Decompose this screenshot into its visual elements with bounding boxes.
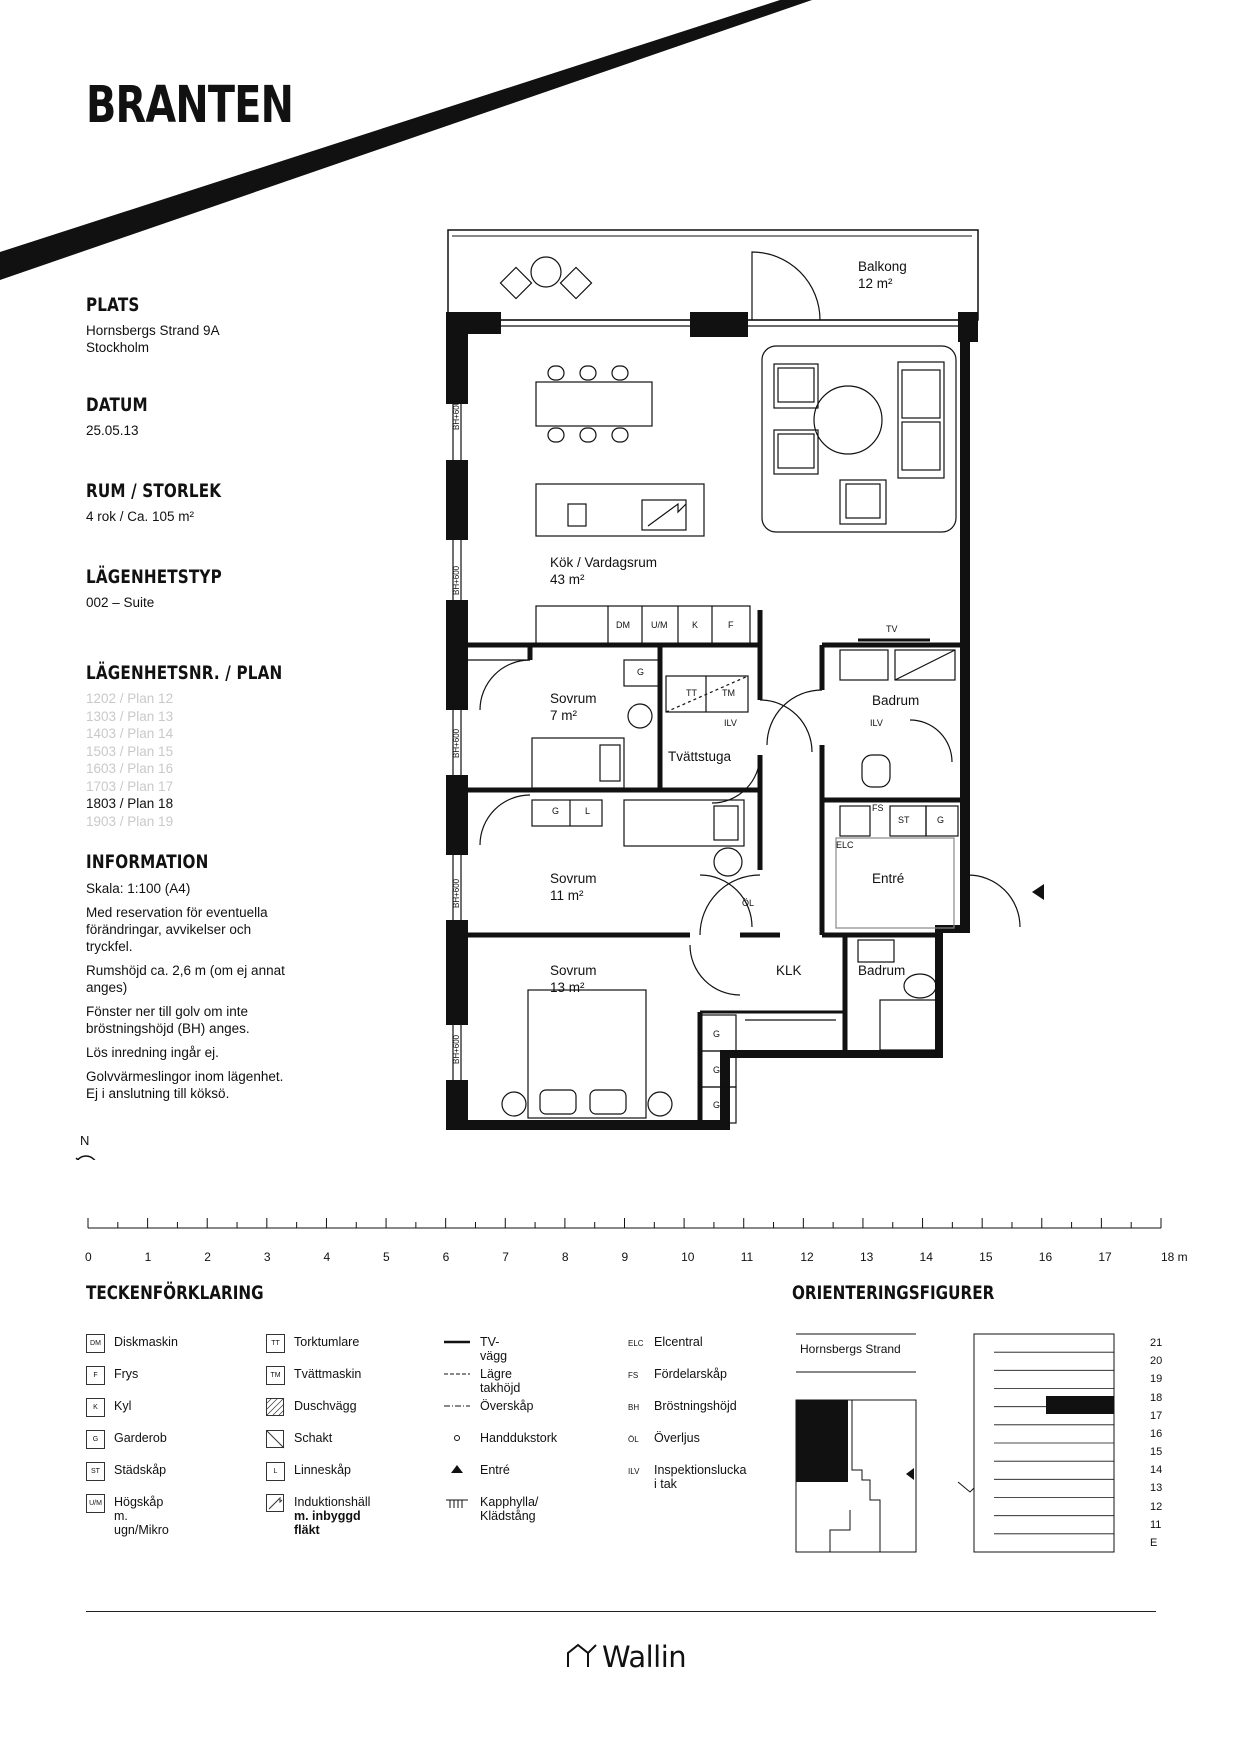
scale-number: 3 bbox=[263, 1250, 271, 1264]
datum-heading: DATUM bbox=[86, 394, 148, 416]
legend-abbr: ILV bbox=[628, 1467, 640, 1476]
g-label-5: G bbox=[713, 1065, 721, 1075]
bh-label-1: BH+600 bbox=[452, 400, 461, 430]
scale-number: 17 bbox=[1098, 1250, 1112, 1264]
room-entre-name: Entré bbox=[872, 871, 905, 886]
legend-symbol-box: U/M bbox=[86, 1494, 105, 1513]
legend-label: Tvättmaskin bbox=[294, 1367, 362, 1381]
info-note: Skala: 1:100 (A4) bbox=[86, 881, 191, 896]
scale-number: 6 bbox=[442, 1250, 450, 1264]
room-badrum2-name: Badrum bbox=[858, 963, 906, 978]
plan-list-item: 1303 / Plan 13 bbox=[86, 708, 174, 724]
scale-number: 0 bbox=[85, 1250, 92, 1264]
legend-symbol-box: TM bbox=[266, 1366, 285, 1385]
legend-label: Handdukstork bbox=[480, 1431, 558, 1445]
house-icon bbox=[566, 1641, 600, 1676]
room-klk-name: KLK bbox=[776, 963, 802, 978]
legend-label-2: m. inbyggd fläkt bbox=[294, 1509, 361, 1537]
scale-number: 9 bbox=[621, 1250, 629, 1264]
info-note: Fönster ner till golv om inte bröstningshöjd (BH) anges. bbox=[86, 1004, 250, 1036]
legend-symbol-box: TT bbox=[266, 1334, 285, 1353]
scale-number: 12 bbox=[800, 1250, 814, 1264]
ol-label: ÖL bbox=[742, 898, 755, 908]
floor-number: 13 bbox=[1150, 1482, 1163, 1495]
legend-symbol-box: F bbox=[86, 1366, 105, 1385]
legend-label: Duschvägg bbox=[294, 1399, 357, 1413]
legend-label: Fördelarskåp bbox=[654, 1367, 727, 1381]
plats-line-2: Stockholm bbox=[86, 340, 150, 355]
legend-label: Städskåp bbox=[114, 1463, 167, 1477]
scale-number: 4 bbox=[323, 1250, 331, 1264]
legend-symbol-box: K bbox=[86, 1398, 105, 1417]
k-label: K bbox=[692, 620, 699, 630]
legend-label: Högskåp m. ugn/Mikro bbox=[114, 1495, 169, 1537]
tm-label: TM bbox=[722, 688, 735, 698]
tv-label: TV bbox=[886, 624, 898, 634]
scale-number: 2 bbox=[204, 1250, 211, 1264]
plan-list-item: 1603 / Plan 16 bbox=[86, 761, 174, 776]
floor-number: 19 bbox=[1150, 1373, 1163, 1386]
plan-list-item: 1403 / Plan 14 bbox=[86, 726, 174, 741]
north-label: N bbox=[80, 1133, 90, 1148]
legend-abbr: FS bbox=[628, 1371, 639, 1380]
room-kok-area: 43 m² bbox=[550, 572, 585, 587]
legend-label: Schakt bbox=[294, 1431, 333, 1445]
bh-label-5: BH+600 bbox=[452, 1034, 461, 1064]
legend-label: Bröstningshöjd bbox=[654, 1399, 737, 1413]
legend-label: Linneskåp bbox=[294, 1463, 351, 1477]
plan-list-item: 1703 / Plan 17 bbox=[86, 778, 174, 794]
scale-number: 10 bbox=[681, 1250, 695, 1264]
scale-number: 18 m bbox=[1161, 1250, 1188, 1264]
g-label-2: G bbox=[552, 806, 560, 816]
legend-label: Entré bbox=[480, 1463, 510, 1477]
orient-street: Hornsbergs Strand bbox=[800, 1342, 901, 1356]
info-heading: INFORMATION bbox=[86, 851, 209, 873]
ilv-label-1: ILV bbox=[724, 718, 737, 728]
legend-label: Överskåp bbox=[480, 1399, 534, 1413]
typ-heading: LÄGENHETSTYP bbox=[86, 566, 222, 588]
legend-label: Diskmaskin bbox=[114, 1335, 178, 1349]
plats-line-1: Hornsbergs Strand 9A bbox=[86, 323, 220, 338]
bh-label-4: BH+600 bbox=[452, 878, 461, 908]
g-label-3: G bbox=[937, 815, 945, 825]
l-label: L bbox=[585, 806, 591, 816]
floor-number: 21 bbox=[1150, 1337, 1163, 1349]
orientation-figures bbox=[0, 1320, 1241, 1580]
legend-label: TV-vägg bbox=[480, 1335, 508, 1363]
scale-number: 1 bbox=[144, 1250, 152, 1264]
legend-label: Induktionshäll m. inbyggd fläkt bbox=[294, 1495, 371, 1537]
scale-number: 11 bbox=[740, 1250, 754, 1264]
legend-label: Överljus bbox=[654, 1431, 700, 1445]
floor-number: 18 bbox=[1150, 1391, 1163, 1404]
info-note: Med reservation för eventuella förändringar, avvikelser och tryckfel. bbox=[86, 905, 268, 954]
legend-label: Inspektionslucka i tak bbox=[654, 1463, 747, 1491]
dm-label: DM bbox=[616, 620, 630, 630]
room-sovrum1-area: 7 m² bbox=[550, 708, 577, 723]
room-sovrum3-area: 13 m² bbox=[550, 980, 585, 995]
legend-label: Kapphylla/ Klädstång bbox=[480, 1495, 539, 1523]
plats-heading: PLATS bbox=[86, 294, 140, 316]
wallin-logo bbox=[566, 1640, 686, 1676]
room-kok-name: Kök / Vardagsrum bbox=[550, 555, 658, 570]
legend-abbr: BH bbox=[628, 1403, 640, 1412]
bh-label-2: BH+600 bbox=[452, 565, 461, 595]
um-label: U/M bbox=[651, 620, 668, 630]
room-sovrum3-name: Sovrum bbox=[550, 963, 597, 978]
floor-number: 14 bbox=[1150, 1464, 1163, 1477]
legend-label: Kyl bbox=[114, 1399, 132, 1413]
floor-number: E bbox=[1150, 1536, 1158, 1549]
legend-label: Frys bbox=[114, 1367, 139, 1381]
info-note: Golvvärmeslingor inom lägenhet. Ej i anslutning till köksö. bbox=[86, 1069, 284, 1101]
g-label-1: G bbox=[637, 667, 645, 677]
f-label: F bbox=[728, 620, 734, 630]
legend-abbr: ELC bbox=[628, 1339, 644, 1348]
st-label: ST bbox=[898, 815, 910, 825]
info-note: Rumshöjd ca. 2,6 m (om ej annat anges) bbox=[86, 963, 285, 995]
legend-symbol-box: ST bbox=[86, 1462, 105, 1481]
legend-label: Torktumlare bbox=[294, 1335, 360, 1349]
floor-number: 12 bbox=[1150, 1500, 1163, 1513]
room-tvatt-name: Tvättstuga bbox=[668, 749, 732, 764]
room-sovrum2-name: Sovrum bbox=[550, 871, 597, 886]
g-label-4: G bbox=[713, 1029, 721, 1039]
room-balkong-area: 12 m² bbox=[858, 276, 893, 291]
plan-list-item: 1503 / Plan 15 bbox=[86, 743, 174, 759]
floor-number: 16 bbox=[1150, 1427, 1163, 1440]
plan-list-item: 1803 / Plan 18 bbox=[86, 796, 174, 811]
typ-value: 002 – Suite bbox=[86, 595, 155, 610]
brand-title: BRANTEN bbox=[86, 76, 294, 135]
room-badrum1-name: Badrum bbox=[872, 693, 920, 708]
rum-value: 4 rok / Ca. 105 m² bbox=[86, 509, 195, 524]
legend-heading: TECKENFÖRKLARING bbox=[86, 1282, 264, 1304]
legend-label: Elcentral bbox=[654, 1335, 703, 1349]
legend-symbol-box: G bbox=[86, 1430, 105, 1449]
room-balkong-name: Balkong bbox=[858, 259, 907, 274]
rum-heading: RUM / STORLEK bbox=[86, 480, 222, 502]
plan-list-item: 1202 / Plan 12 bbox=[86, 691, 174, 706]
plan-list-item: 1903 / Plan 19 bbox=[86, 813, 174, 829]
nr-heading: LÄGENHETSNR. / PLAN bbox=[86, 662, 283, 684]
bh-label-3: BH+600 bbox=[452, 728, 461, 758]
scale-number: 8 bbox=[561, 1250, 569, 1264]
floor-number: 20 bbox=[1150, 1355, 1163, 1368]
info-note: Lös inredning ingår ej. bbox=[86, 1045, 219, 1060]
elc-label: ELC bbox=[836, 840, 854, 850]
floor-number: 15 bbox=[1150, 1446, 1163, 1458]
scale-number: 5 bbox=[383, 1250, 390, 1264]
g-label-6: G bbox=[713, 1100, 721, 1110]
legend-symbol-box: DM bbox=[86, 1334, 105, 1353]
legend-symbol-box: L bbox=[266, 1462, 285, 1481]
legend-label: Garderob bbox=[114, 1431, 167, 1445]
legend-label: Lägre takhöjd bbox=[480, 1367, 521, 1395]
floor-number: 11 bbox=[1150, 1518, 1162, 1531]
scale-number: 7 bbox=[502, 1250, 509, 1264]
scale-number: 14 bbox=[919, 1250, 933, 1264]
datum-value: 25.05.13 bbox=[86, 423, 139, 438]
scale-bar bbox=[0, 1200, 1241, 1250]
legend-abbr: ÖL bbox=[628, 1435, 639, 1444]
fs-label: FS bbox=[872, 803, 884, 813]
ilv-label-2: ILV bbox=[870, 718, 883, 728]
room-sovrum1-name: Sovrum bbox=[550, 691, 597, 706]
logo-text: Wallin bbox=[602, 1640, 687, 1674]
scale-number: 13 bbox=[859, 1250, 874, 1264]
scale-number: 15 bbox=[979, 1250, 993, 1264]
scale-number: 16 bbox=[1038, 1250, 1053, 1264]
floor-number: 17 bbox=[1150, 1409, 1163, 1422]
orient-heading: ORIENTERINGSFIGURER bbox=[792, 1282, 995, 1304]
tt-label: TT bbox=[686, 688, 697, 698]
room-sovrum2-area: 11 m² bbox=[550, 888, 584, 903]
footer-divider bbox=[86, 1611, 1156, 1612]
